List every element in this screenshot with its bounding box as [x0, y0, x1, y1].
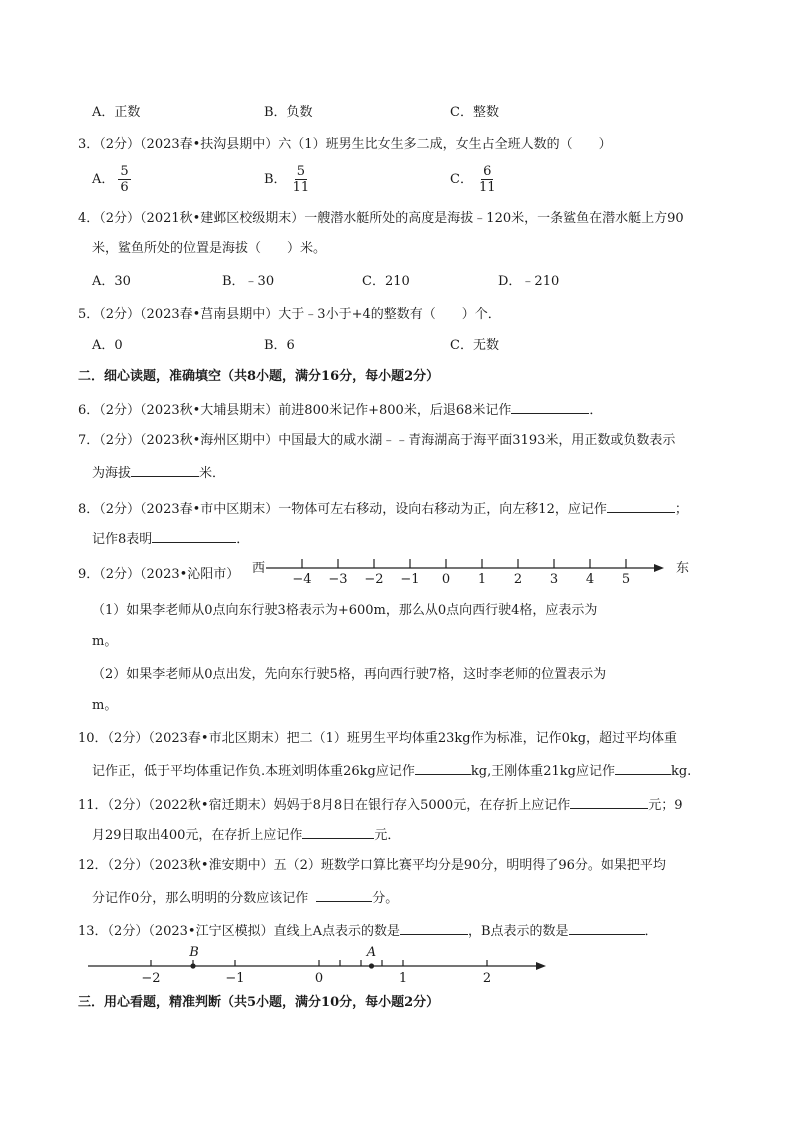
q10-answer-blank-2[interactable]	[615, 760, 671, 775]
q13-label-b: B	[189, 945, 199, 960]
q13-tick-label: −2	[141, 971, 161, 986]
q3-option-c: C． $\frac{6}{11}$	[450, 164, 496, 195]
q5-option-a: A．0	[92, 338, 123, 353]
q9-number-line	[266, 552, 706, 592]
q11-line1: 11．（2分）（2022秋•宿迁期末）妈妈于8月8日在银行存入5000元，在存折上应记作 元；9	[78, 794, 682, 815]
q3-a-fraction: $\frac{5}{6}$	[120, 164, 129, 195]
q9-tick-label: −3	[328, 572, 348, 587]
q13-tick-label: 2	[482, 971, 492, 986]
q6-text: 6．（2分）（2023秋•大埔县期末）前进800米记作+800米，后退68米记作 ．	[78, 399, 602, 420]
q10-answer-blank-1[interactable]	[415, 760, 471, 775]
q4-option-b: B．﹣30	[222, 274, 275, 289]
q9-tick-label: 3	[549, 572, 559, 587]
q13-point-b	[190, 963, 195, 968]
q2-option-c: C．整数	[450, 105, 499, 120]
q9-tick-label: 2	[513, 572, 523, 587]
q8-line1: 8．（2分）（2023春•市中区期末）一物体可左右移动，设向右移动为正，向左移12，应记作 ；	[78, 498, 688, 519]
q11-answer-blank-1[interactable]	[570, 794, 648, 809]
q9-east-label: 东	[676, 561, 690, 576]
q12-line2: 分记作0分，那么明明的分数应该记作 分。	[92, 887, 398, 908]
q8-answer-blank-2[interactable]	[152, 528, 236, 543]
q5-option-b: B．6	[264, 338, 295, 353]
q9-tick-label: −4	[292, 572, 312, 587]
q13-answer-blank-b[interactable]	[569, 920, 645, 935]
q9-tick-label: 0	[441, 572, 451, 587]
q3-option-a: A． $\frac{5}{6}$	[92, 164, 129, 195]
q7-answer-blank[interactable]	[131, 462, 199, 477]
q4-line2: 米，鲨鱼所处的位置是海拔（ ）米。	[92, 241, 327, 256]
q13-number-line	[88, 942, 548, 986]
q9-sub2-line2: m。	[92, 698, 118, 713]
q4-line1: 4．（2分）（2021秋•建邺区校级期末）一艘潜水艇所处的高度是海拔﹣120米，一条鲨鱼在潜水艇上方90	[78, 211, 684, 226]
q13-tick-label: 0	[314, 971, 324, 986]
q12-line1: 12．（2分）（2023秋•淮安期中）五（2）班数学口算比赛平均分是90分，明明得了96分。如果把平均	[78, 858, 666, 873]
q13-point-a	[369, 963, 374, 968]
q7-line1: 7．（2分）（2023秋•海州区期中）中国最大的咸水湖﹣﹣青海湖高于海平面3193米，用正数或负数表示	[78, 433, 676, 448]
q7-line2: 为海拔 米．	[92, 462, 225, 483]
q4-option-a: A．30	[92, 274, 131, 289]
q2-option-b: B．负数	[264, 105, 313, 120]
q10-line2: 记作正，低于平均体重记作负.本班刘明体重26kg应记作 kg,王刚体重21kg应记作 kg.	[92, 760, 691, 781]
q9-axis-arrow	[654, 564, 664, 572]
q11-answer-blank-2[interactable]	[302, 824, 374, 839]
q11-line2: 月29日取出400元，在存折上应记作 元．	[92, 824, 400, 845]
q4-option-c: C．210	[362, 274, 410, 289]
q13-tick-label: −1	[225, 971, 245, 986]
q9-tick-label: −2	[364, 572, 384, 587]
q10-line1: 10．（2分）（2023春•市北区期末）把二（1）班男生平均体重23kg作为标准，记作0kg，超过平均体重	[78, 731, 678, 746]
q13-tick-label: 1	[398, 971, 408, 986]
q9-sub2-line1: （2）如果李老师从0点出发，先向东行驶5格，再向西行驶7格，这时李老师的位置表示为	[92, 667, 607, 682]
q4-option-d: D．﹣210	[498, 274, 560, 289]
q9-sub1-line1: （1）如果李老师从0点向东行驶3格表示为+600m，那么从0点向西行驶4格，应表示为	[92, 603, 598, 618]
q3-text: 3．（2分）（2023春•扶沟县期中）六（1）班男生比女生多二成，女生占全班人数的（ ）	[78, 137, 612, 152]
q8-line2: 记作8表明 ．	[92, 528, 249, 549]
q13-label-a: A	[366, 945, 377, 960]
q9-tick-label: 4	[585, 572, 595, 587]
q3-option-b: B． $\frac{5}{11}$	[264, 164, 310, 195]
q8-answer-blank-1[interactable]	[607, 498, 675, 513]
q3-b-fraction: $\frac{5}{11}$	[292, 164, 310, 195]
q9-tick-label: −1	[400, 572, 420, 587]
q6-answer-blank[interactable]	[511, 399, 589, 414]
q13-axis-arrow	[536, 962, 546, 970]
section-3-heading: 三．用心看题，精准判断（共5小题，满分10分，每小题2分）	[78, 995, 440, 1010]
q3-c-fraction: $\frac{6}{11}$	[478, 164, 496, 195]
q13-answer-blank-a[interactable]	[400, 920, 468, 935]
q9-text: 9．（2分）（2023•沁阳市）	[78, 567, 240, 582]
q5-text: 5．（2分）（2023春•莒南县期中）大于﹣3小于+4的整数有（ ）个．	[78, 307, 501, 322]
q12-answer-blank[interactable]	[316, 887, 372, 902]
q9-tick-label: 1	[477, 572, 487, 587]
q13-text: 13．（2分）（2023•江宁区模拟）直线上A点表示的数是 ，B点表示的数是 ．	[78, 920, 658, 941]
q9-west-label: 西	[252, 561, 266, 576]
q9-tick-label: 5	[621, 572, 631, 587]
q2-option-a: A．正数	[92, 105, 141, 120]
q5-option-c: C．无数	[450, 338, 499, 353]
q9-sub1-line2: m。	[92, 634, 118, 649]
section-2-heading: 二．细心读题，准确填空（共8小题，满分16分，每小题2分）	[78, 369, 440, 384]
